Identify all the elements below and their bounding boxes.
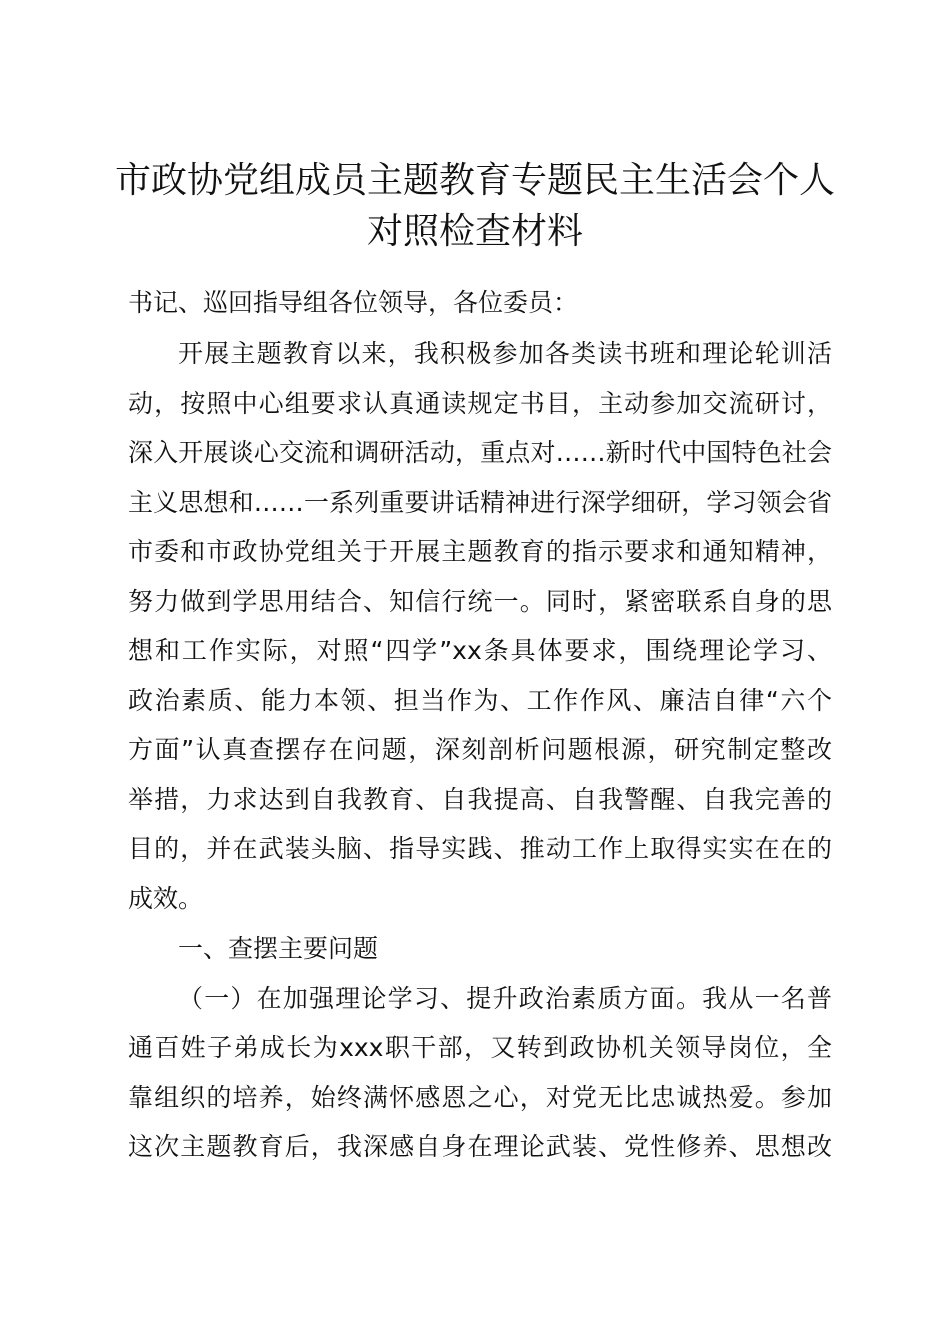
section-heading: 一、查摆主要问题	[178, 934, 379, 963]
paragraph-2-line: （一）在加强理论学习、提升政治素质方面。我从一名普	[178, 984, 832, 1013]
paragraph-1-line: 开展主题教育以来，我积极参加各类读书班和理论轮训活	[178, 339, 832, 368]
paragraph-1-line: 想和工作实际，对照“四学”xx条具体要求，围绕理论学习、	[128, 636, 832, 665]
paragraph-1-line: 动，按照中心组要求认真通读规定书目，主动参加交流研讨，	[128, 389, 832, 418]
paragraph-1-line: 目的，并在武装头脑、指导实践、推动工作上取得实实在在的	[128, 834, 832, 863]
paragraph-1-line: 举措，力求达到自我教育、自我提高、自我警醒、自我完善的	[128, 785, 832, 814]
paragraph-1-line: 成效。	[128, 884, 204, 913]
paragraph-2-line: 靠组织的培养，始终满怀感恩之心，对党无比忠诚热爱。参加	[128, 1083, 832, 1112]
paragraph-1-line: 方面”认真查摆存在问题，深刻剖析问题根源，研究制定整改	[128, 735, 832, 764]
paragraph-2-line: 这次主题教育后，我深感自身在理论武装、党性修养、思想改	[128, 1132, 832, 1161]
paragraph-1-line: 努力做到学思用结合、知信行统一。同时，紧密联系自身的思	[128, 587, 832, 616]
paragraph-1-line: 主义思想和……一系列重要讲话精神进行深学细研，学习领会省	[128, 488, 832, 517]
paragraph-1-line: 政治素质、能力本领、担当作为、工作作风、廉洁自律“六个	[128, 686, 832, 715]
paragraph-1-line: 市委和市政协党组关于开展主题教育的指示要求和通知精神，	[128, 537, 832, 566]
paragraph-2-line: 通百姓子弟成长为xxx职干部，又转到政协机关领导岗位，全	[128, 1033, 832, 1062]
paragraph-1-line: 深入开展谈心交流和调研活动，重点对……新时代中国特色社会	[128, 438, 832, 467]
document-title-line-1: 市政协党组成员主题教育专题民主生活会个人	[114, 160, 835, 201]
salutation: 书记、巡回指导组各位领导，各位委员：	[128, 288, 579, 317]
document-title-line-2: 对照检查材料	[366, 211, 583, 252]
